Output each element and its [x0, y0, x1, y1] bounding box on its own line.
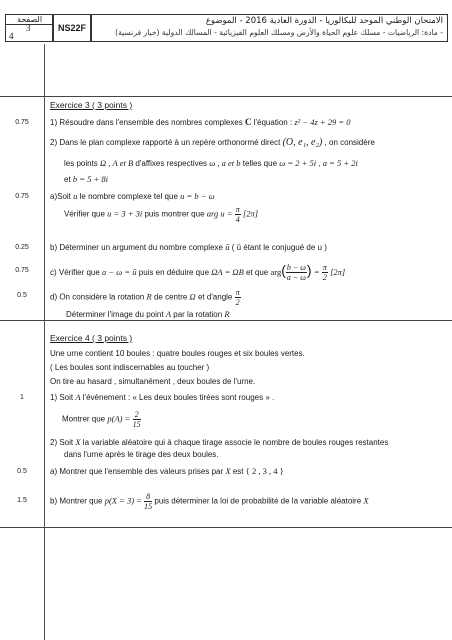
ex3-q2-points: les points Ω , A et B d'affixes respectives ω , a et b telles que ω = 2 + 5i , a = 5 + 2i	[64, 158, 358, 168]
divider-top	[0, 96, 452, 97]
ex3-qa: a)Soit u le nombre complexe tel que u = b − ω	[50, 191, 215, 201]
score: 1.5	[17, 497, 27, 504]
score: 0.25	[15, 244, 29, 251]
exercise3-title: Exercice 3 ( 3 points )	[50, 100, 133, 110]
ex4-qa: a) Montrer que l'ensemble des valeurs prises par X est { 2 , 3 , 4 }	[50, 466, 284, 476]
ex4-q1-show: Montrer que p(A) = $\frac{2}{15}$	[62, 410, 141, 429]
score: 1	[20, 394, 24, 401]
ex3-q2-intro: 2) Dans le plan complexe rapporté à un repère orthonormé direct (O, e₁, e₂) , on considère	[50, 137, 375, 148]
score: 0.75	[15, 193, 29, 200]
ex3-qb: b) Déterminer un argument du nombre complexe ū ( ū étant le conjugué de u )	[50, 242, 327, 252]
divider-bottom	[0, 527, 452, 528]
ex4-intro2: ( Les boules sont indiscernables au toucher )	[50, 363, 210, 372]
fraction-8-15: $\frac{8}{15}$	[144, 492, 153, 511]
margin-rule	[44, 44, 45, 640]
ex3-qa-verify: Vérifier que u = 3 + 3i puis montrer que arg u = $\frac{\pi}{4}$ [2π]	[64, 205, 259, 224]
ex3-q1: 1) Résoudre dans l'ensemble des nombres complexes C l'équation : z² − 4z + 29 = 0	[50, 117, 351, 127]
divider-middle	[0, 320, 452, 321]
page-total: 4	[9, 31, 14, 41]
page-number-box	[5, 14, 54, 42]
score: 0.75	[15, 119, 29, 126]
fraction-pi-over-2: $\frac{\pi}{2}$	[322, 263, 327, 283]
ex4-q2: 2) Soit X la variable aléatoire qui à chaque tirage associe le nombre de boules rouges restantes	[50, 437, 389, 447]
fraction-2-15: $\frac{2}{15}$	[132, 410, 141, 429]
fraction-arg: $\frac{b - \omega}{a - \omega}$	[286, 263, 306, 283]
exam-code: NS22F	[52, 14, 92, 42]
exam-title: الامتحان الوطني الموحد للبكالوريا - الدورة العادية 2016 - الموضوع	[205, 16, 443, 26]
fraction-pi-over-2: $\frac{\pi}{2}$	[235, 288, 240, 307]
ex4-qb: b) Montrer que p(X = 3) = $\frac{8}{15}$ puis déterminer la loi de probabilité de la variable aléatoire X	[50, 492, 369, 511]
fraction-pi-over-4: $\frac{\pi}{4}$	[235, 205, 240, 224]
score: 0.5	[17, 292, 27, 299]
page-current: 3	[26, 23, 31, 33]
exam-subtitle: - مادة: الرياضيات - مسلك علوم الحياة والأرض ومسلك العلوم الفيزيائية - المسالك الدولية (خيار فرنسية)	[115, 28, 443, 37]
page-label: الصفحة	[6, 15, 53, 25]
score: 0.5	[17, 468, 27, 475]
ex3-qd: d) On considère la rotation R de centre Ω et d'angle $\frac{\pi}{2}$	[50, 288, 240, 307]
ex4-q1: 1) Soit A l'évènement : « Les deux boules tirées sont rouges » .	[50, 392, 275, 402]
exercise4-title: Exercice 4 ( 3 points )	[50, 333, 133, 343]
ex3-qd-line2: Déterminer l'image du point A par la rotation R	[66, 309, 230, 319]
ex3-q2-b: et b = 5 + 8i	[64, 174, 108, 184]
score: 0.75	[15, 267, 29, 274]
ex4-q2-line2: dans l'urne après le tirage des deux boules.	[64, 450, 219, 459]
ex4-intro1: Une urne contient 10 boules : quatre boules rouges et six boules vertes.	[50, 349, 305, 358]
ex4-intro3: On tire au hasard , simultanément , deux boules de l'urne.	[50, 377, 256, 386]
ex3-qc: c) Vérifier que a − ω = ū puis en déduire que ΩA = ΩB et que arg( $\frac{b - \omega}{a - \omega}$ ) = $\frac{\pi}{2}$ [2π]	[50, 262, 346, 283]
exam-title-box	[90, 14, 448, 42]
